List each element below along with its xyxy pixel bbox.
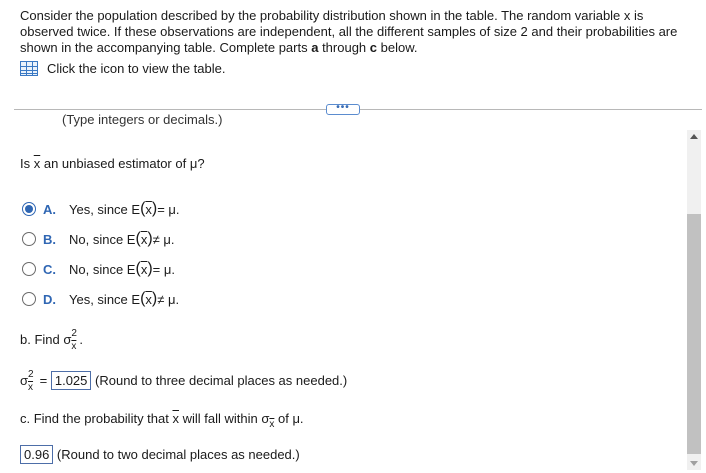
problem-intro: Consider the population described by the probability distribution shown in the table. The random variable x is observed twice. If these observations are independent, all the different samples of size 2 and their probabilities are shown in the accompanying table. Complete parts a through c below.	[20, 8, 678, 55]
radio-c-icon[interactable]	[22, 262, 36, 276]
expand-more-button[interactable]: •••	[326, 104, 360, 115]
radio-a-icon[interactable]	[22, 202, 36, 216]
option-c[interactable]: C. No, since E ( $\overline{x}$ ) = μ.	[22, 260, 175, 278]
option-b[interactable]: B. No, since E ( $\overline{x}$ ) ≠ μ.	[22, 230, 175, 248]
part-c-answer-row	[20, 447, 300, 462]
question-unbiased: Is $\overline{x}$ an unbiased estimator of μ?	[20, 156, 205, 171]
probability-answer-box[interactable]: 0.96	[20, 445, 53, 464]
option-d[interactable]: D. Yes, since E ( $\overline{x}$ ) ≠ μ.	[22, 290, 179, 308]
scroll-down-icon[interactable]	[690, 461, 698, 466]
view-table-link[interactable]	[20, 61, 225, 76]
part-c-prompt: c. Find the probability that $\overline{x}$ will fall within $\sigma_{\overline{x}}$ of μ.	[20, 411, 304, 430]
part-c-hint: (Round to two decimal places as needed.)	[53, 447, 300, 462]
part-b-prompt: b. Find σ $\frac{2}{x}$ .	[20, 327, 84, 352]
radio-d-icon[interactable]	[22, 292, 36, 306]
radio-b-icon[interactable]	[22, 232, 36, 246]
part-b-hint: (Round to three decimal places as needed.)	[91, 373, 348, 388]
table-icon[interactable]	[20, 61, 38, 76]
option-a[interactable]: A. Yes, since E ( $\overline{x}$ ) = μ.	[22, 200, 180, 218]
part-b-answer-row: σ $\frac{2}{x}$ = 1.025 (Round to three decimal places as needed.)	[20, 368, 348, 393]
clipped-instruction: (Type integers or decimals.)	[62, 112, 223, 127]
view-table-label[interactable]: Click the icon to view the table.	[47, 61, 226, 76]
scrollbar-thumb[interactable]	[687, 214, 701, 454]
variance-answer-box[interactable]: 1.025	[51, 371, 92, 390]
scroll-up-icon[interactable]	[690, 134, 698, 139]
